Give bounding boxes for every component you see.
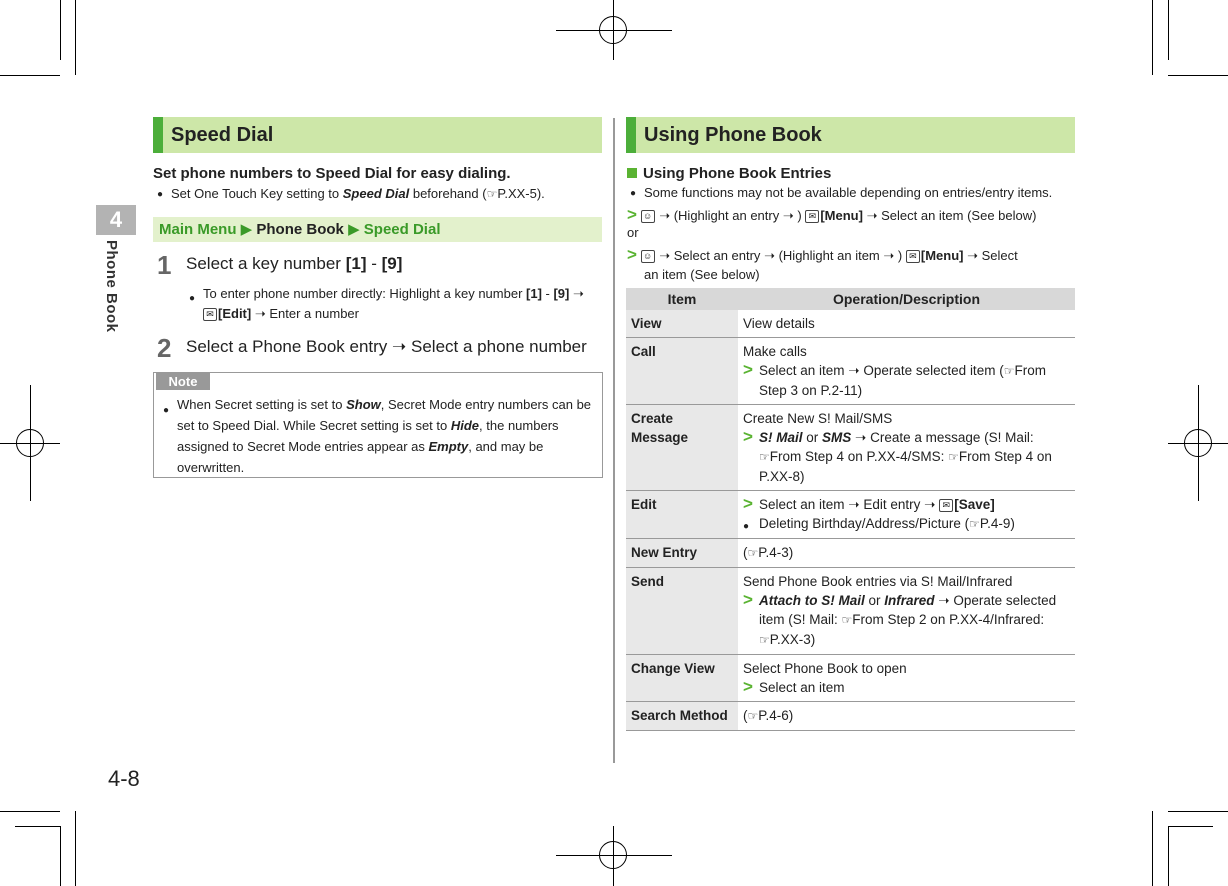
arrow-right-icon: ➝ (659, 208, 671, 223)
arrow-right-icon: ➝ (659, 248, 671, 263)
step-arrow-icon: > (627, 205, 637, 224)
step-1-sub: To enter phone number directly: Highlight a key number [1] - [9] ➝ ✉ [Edit] ➝ Enter a number (203, 286, 584, 321)
arrow-right-icon: ➝ (392, 337, 407, 356)
or-text: or (627, 225, 639, 240)
column-divider (613, 118, 615, 763)
arrow-right-icon: ➝ (967, 248, 979, 263)
operation-line-2: > ☺ ➝ Select an entry ➝ (Highlight an item ➝ ) ✉ [Menu] ➝ Select an item (See below) (627, 245, 1018, 282)
crop-mark (75, 0, 76, 75)
table-row: Create Message Create New S! Mail/SMS > S! Mail or SMS ➝ Create a message (S! Mail: ☞From Step 4 on P.XX-4/SMS: ☞From Step 4 on P.XX-8) (626, 405, 1075, 491)
table-row: Edit > Select an item ➝ Edit entry ➝ ✉ [Save] ● Deleting Birthday/Address/Picture (☞P.4-9) (626, 491, 1075, 539)
square-icon (627, 168, 637, 178)
section-heading-using-phone-book: Using Phone Book (626, 117, 1075, 153)
mail-key-icon: ✉ (906, 250, 920, 263)
table-row: View View details (626, 310, 1075, 338)
speed-dial-intro: Set phone numbers to Speed Dial for easy dialing. (153, 165, 511, 182)
crop-mark (15, 826, 60, 827)
table-row: Call Make calls > Select an item ➝ Operate selected item (☞From Step 3 on P.2-11) (626, 338, 1075, 405)
step-number: 1 (157, 250, 172, 280)
phonebook-key-icon: ☺ (641, 250, 655, 263)
note-label: Note (156, 373, 210, 390)
mail-key-icon: ✉ (805, 210, 819, 223)
reference-icon: ☞ (747, 546, 759, 560)
table-row: Search Method (☞P.4-6) (626, 702, 1075, 731)
chapter-number: 4 (96, 205, 136, 235)
operation-line-1: > ☺ ➝ (Highlight an entry ➝ ) ✉ [Menu] ➝ Select an item (See below) (627, 205, 1037, 224)
step-number: 2 (157, 333, 172, 363)
table-header-description: Operation/Description (738, 288, 1075, 310)
registration-circle (1184, 429, 1212, 457)
arrow-right-icon: ➝ (782, 208, 794, 223)
chevron-right-icon: ▶ (348, 221, 360, 238)
step-arrow-icon: > (627, 245, 637, 264)
reference-icon: ☞ (747, 709, 759, 723)
reference-icon: ☞ (841, 613, 853, 627)
crop-mark (1168, 811, 1228, 812)
table-header-item: Item (626, 288, 738, 310)
operations-table (626, 288, 1075, 731)
registration-circle (599, 16, 627, 44)
reference-icon: ☞ (759, 450, 770, 464)
mail-key-icon: ✉ (939, 499, 953, 512)
crop-mark (1168, 826, 1169, 886)
crop-mark (1152, 0, 1153, 75)
table-row: Send Send Phone Book entries via S! Mail/Infrared > Attach to S! Mail or Infrared ➝ Operate selected item (S! Mail: ☞From Step 2 on P.XX-4/Infrared: ☞P.XX-3) (626, 568, 1075, 655)
mail-key-icon: ✉ (203, 308, 217, 321)
crop-mark (0, 75, 60, 76)
crop-mark (60, 826, 61, 886)
step-1-text: Select a key number [1] - [9] (186, 254, 403, 273)
arrow-right-icon: ➝ (883, 248, 895, 263)
registration-circle (599, 841, 627, 869)
crop-mark (0, 811, 60, 812)
arrow-right-icon: ➝ (764, 248, 775, 263)
using-bullet: Some functions may not be available depending on entries/entry items. (644, 185, 1053, 200)
crop-mark (1168, 75, 1228, 76)
arrow-right-icon: ➝ (572, 286, 584, 301)
reference-icon: ☞ (759, 633, 770, 647)
registration-circle (16, 429, 44, 457)
reference-icon: ☞ (486, 187, 498, 201)
table-row: New Entry (☞P.4-3) (626, 539, 1075, 568)
arrow-right-icon: ➝ (254, 306, 266, 321)
reference-icon: ☞ (948, 450, 959, 464)
crop-mark (1152, 811, 1153, 886)
arrow-right-icon: ➝ (866, 208, 878, 223)
table-row: Change View Select Phone Book to open > Select an item (626, 655, 1075, 702)
menu-path: Main Menu ▶ Phone Book ▶ Speed Dial (153, 217, 602, 242)
step-2-text: Select a Phone Book entry ➝ Select a phone number (186, 337, 587, 356)
section-heading-speed-dial: Speed Dial (153, 117, 602, 153)
crop-mark (75, 811, 76, 886)
crop-mark (1168, 0, 1169, 60)
page-number: 4-8 (108, 766, 140, 791)
crop-mark (60, 0, 61, 60)
subheading: Using Phone Book Entries (627, 165, 831, 182)
note-text: When Secret setting is set to Show, Secret Mode entry numbers can be set to Speed Dial. While Secret setting is set to Hide, the numbers assigned to Secret Mode entries appear as Empty, and may be overwritten. (177, 397, 592, 475)
reference-icon: ☞ (969, 517, 980, 531)
crop-mark (1168, 826, 1213, 827)
phonebook-key-icon: ☺ (641, 210, 655, 223)
reference-icon: ☞ (1003, 364, 1015, 378)
chapter-title: Phone Book (103, 240, 120, 333)
chevron-right-icon: ▶ (240, 221, 253, 238)
speed-dial-bullet: Set One Touch Key setting to Speed Dial beforehand (☞P.XX-5). (171, 186, 545, 201)
